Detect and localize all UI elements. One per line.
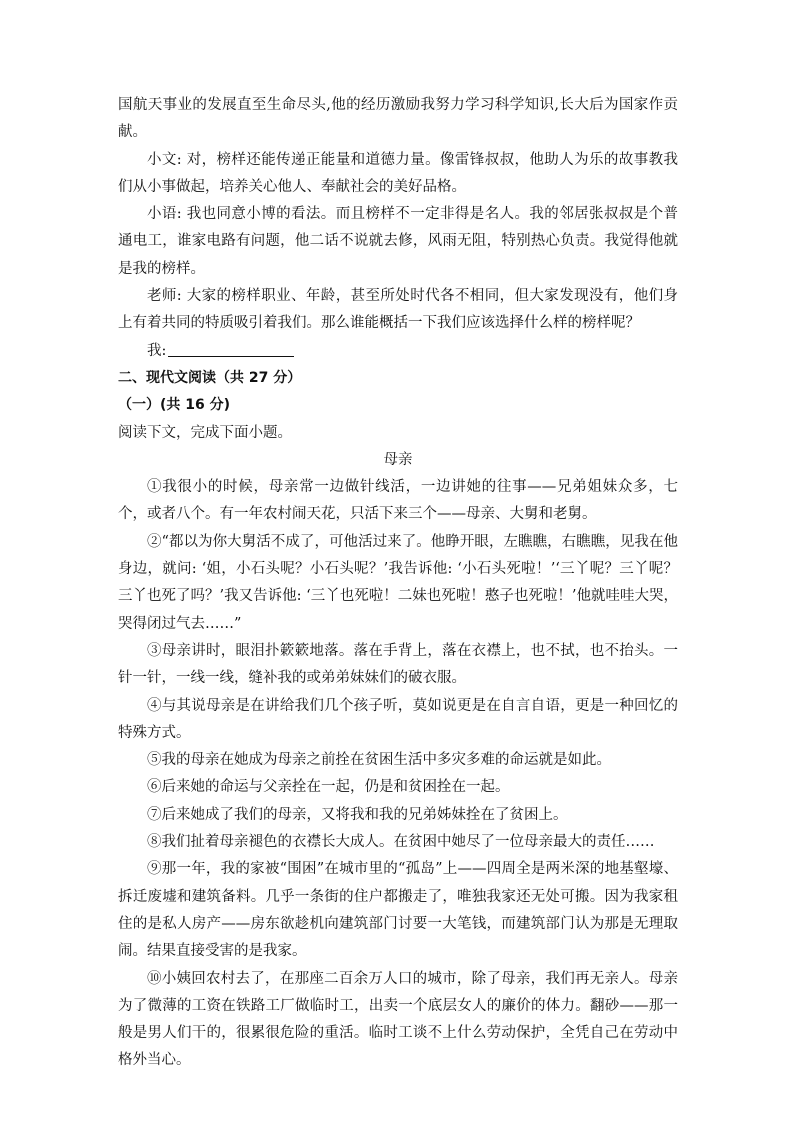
article-paragraph-2: ②“都以为你大舅活不成了，可他活过来了。他睁开眼，左瞧瞧，右瞧瞧，见我在他身边，就问: ‘姐，小石头呢？小石头呢？’我告诉他: ‘小石头死啦！’‘三丫呢？三丫呢？三丫也死了吗？’我又告诉他: ‘三丫也死啦！二妹也死啦！憨子也死啦！’他就哇哇大哭，哭得闭过气去……” [118, 533, 678, 632]
paragraph-continuation: 国航天事业的发展直至生命尽头,他的经历激励我努力学习科学知识,长大后为国家作贡献。 [118, 97, 678, 141]
article-paragraph-5: ⑤我的母亲在她成为母亲之前拴在贫困生活中多灾多难的命运就是如此。 [147, 752, 611, 769]
article-paragraph-3: ③母亲讲时，眼泪扑簌簌地落。落在手背上，落在衣襟上，也不拭，也不抬头。一针一针，一线一线，缝补我的或弟弟妹妹们的破衣服。 [118, 642, 678, 687]
paragraph-xiaoyu: 小语: 我也同意小博的看法。而且榜样不一定非得是名人。我的邻居张叔叔是个普通电工，谁家电路有问题，他二话不说就去修，风雨无阻，特别热心负责。我觉得他就是我的榜样。 [118, 206, 678, 277]
article-paragraph-9: ⑨那一年，我的家被“围困”在城市里的“孤岛”上——四周全是两米深的地基壑壕、拆迁废墟和建筑备料。几乎一条街的住户都搬走了，唯独我家还无处可搬。因为我家租住的是私人房产——房东欲趁机向建筑部门讨要一大笔钱，而建筑部门认为那是无理取闹。结果直接受害的是我家。 [118, 861, 678, 960]
answer-label: 我: [147, 342, 167, 359]
paragraph-xiaowen: 小文: 对，榜样还能传递正能量和道德力量。像雷锋叔叔，他助人为乐的故事教我们从小事做起，培养关心他人、奉献社会的美好品格。 [118, 151, 678, 195]
reading-instruction: 阅读下文，完成下面小题。 [118, 424, 292, 441]
article-paragraph-1: ①我很小的时候，母亲常一边做针线活，一边讲她的往事——兄弟姐妹众多，七个，或者八个。有一年农村闹天花，只活下来三个——母亲、大舅和老舅。 [118, 479, 678, 523]
article-paragraph-7: ⑦后来她成了我们的母亲，又将我和我的兄弟姊妹拴在了贫困上。 [147, 806, 568, 823]
article-title: 母亲 [383, 451, 413, 468]
subsection-heading: （一）(共 16 分) [118, 397, 231, 414]
article-paragraph-8: ⑧我们扯着母亲褪色的衣襟长大成人。在贫困中她尽了一位母亲最大的责任…… [147, 834, 655, 851]
answer-row [118, 338, 678, 365]
article-paragraph-6: ⑥后来她的命运与父亲拴在一起，仍是和贫困拴在一起。 [147, 779, 510, 796]
answer-blank-line[interactable] [168, 342, 294, 357]
article-paragraph-4: ④与其说母亲是在讲给我们几个孩子听，莫如说更是在自言自语，更是一种回忆的特殊方式。 [118, 697, 678, 741]
section-heading: 二、现代文阅读（共 27 分） [118, 369, 302, 386]
document-page [118, 92, 678, 1075]
article-paragraph-10: ⑩小姨回农村去了，在那座二百余万人口的城市，除了母亲，我们再无亲人。母亲为了微薄的工资在铁路工厂做临时工，出卖一个底层女人的廉价的体力。翻砂——那一般是男人们干的，很累很危险的重活。临时工谈不上什么劳动保护，全凭自己在劳动中格外当心。 [118, 970, 678, 1069]
paragraph-teacher: 老师: 大家的榜样职业、年龄，甚至所处时代各不相同，但大家发现没有，他们身上有着共同的特质吸引着我们。那么谁能概括一下我们应该选择什么样的榜样呢？ [118, 288, 678, 332]
